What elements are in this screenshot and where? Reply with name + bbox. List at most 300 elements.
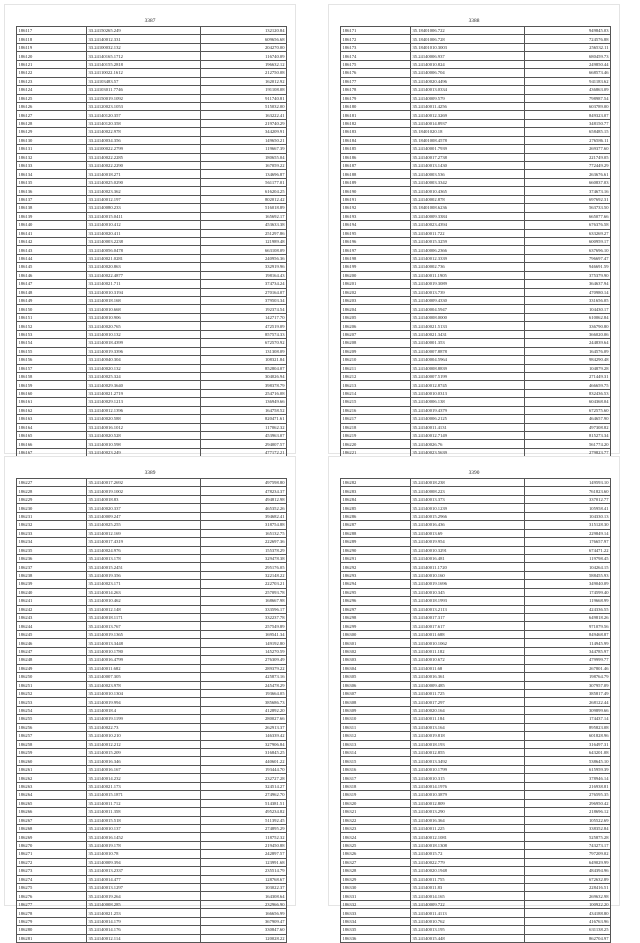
row-id-cell: 186120 [17, 52, 87, 60]
value-cell: 193444.70 [201, 765, 287, 773]
value-cell: 344785.97 [525, 647, 611, 655]
table-row [17, 571, 287, 579]
row-id-cell: 186128 [17, 119, 87, 127]
table-row [17, 664, 287, 672]
value-cell: 514381.51 [201, 799, 287, 807]
table-row [17, 52, 287, 60]
table-row [341, 647, 611, 655]
code-cell: 35.24140020.4496 [411, 77, 525, 85]
table-row [341, 271, 611, 279]
table-row [17, 479, 287, 487]
value-cell: 852804.07 [201, 364, 287, 372]
row-id-cell: 186321 [341, 808, 411, 816]
table-row [341, 60, 611, 68]
row-id-cell: 186174 [341, 52, 411, 60]
table-row [341, 389, 611, 397]
code-cell: 35.24140015.518 [87, 816, 201, 824]
value-cell: 274895.29 [201, 824, 287, 832]
code-cell: 35.24140011.682 [87, 664, 201, 672]
page-title: 3389 [144, 470, 156, 476]
code-cell: 35.24140017.317 [411, 614, 525, 622]
table-row [17, 521, 287, 529]
value-cell: 257549.89 [201, 622, 287, 630]
code-cell: 35.24140017.617 [411, 622, 525, 630]
table-row [341, 605, 611, 613]
value-cell: 100922.20 [525, 900, 611, 908]
table-row [341, 850, 611, 858]
table-row [17, 271, 287, 279]
row-id-cell: 186179 [341, 94, 411, 102]
table-row [341, 521, 611, 529]
table-row [341, 546, 611, 554]
value-cell: 802012.42 [201, 195, 287, 203]
value-cell: 385817.49 [525, 689, 611, 697]
value-cell: 121989.48 [201, 237, 287, 245]
code-cell: 35.24140018.238 [411, 479, 525, 487]
table-row [341, 774, 611, 782]
code-cell: 35.24140019.1002 [87, 487, 201, 495]
row-id-cell: 186324 [341, 833, 411, 841]
value-cell: 296950.42 [525, 799, 611, 807]
row-id-cell: 186198 [341, 254, 411, 262]
table-row [341, 145, 611, 153]
row-id-cell: 186135 [17, 178, 87, 186]
code-cell: 35.24140013.3492 [411, 757, 525, 765]
code-cell: 33.24103483.57 [87, 77, 201, 85]
value-cell: 336790.80 [525, 322, 611, 330]
table-row [341, 204, 611, 212]
code-cell: 35.24140010.3879 [411, 791, 525, 799]
row-id-cell: 186163 [17, 415, 87, 423]
row-id-cell: 186153 [17, 330, 87, 338]
table-row [17, 389, 287, 397]
code-cell: 33.24140018.271 [87, 170, 201, 178]
code-cell: 35.24140020.337 [87, 504, 201, 512]
value-cell: 479999.77 [525, 656, 611, 664]
value-cell: 149650.21 [201, 136, 287, 144]
row-id-cell: 186150 [17, 305, 87, 313]
code-cell: 35.24140010.4365 [411, 187, 525, 195]
code-cell: 35.24140010.672 [411, 656, 525, 664]
row-id-cell: 186242 [17, 605, 87, 613]
value-cell: 219740.29 [201, 119, 287, 127]
value-cell: 128768.67 [201, 875, 287, 883]
value-cell: 615959.39 [525, 765, 611, 773]
value-cell: 193664.05 [201, 689, 287, 697]
row-id-cell: 186327 [341, 858, 411, 866]
row-id-cell: 186143 [17, 246, 87, 254]
code-cell: 35.24140006.704 [411, 69, 525, 77]
table-row [341, 406, 611, 414]
row-id-cell: 186155 [17, 347, 87, 355]
value-cell: 436863.09 [525, 86, 611, 94]
value-cell: 497598.80 [201, 479, 287, 487]
value-cell: 601828.96 [525, 732, 611, 740]
row-id-cell: 186238 [17, 571, 87, 579]
value-cell: 149593.10 [525, 479, 611, 487]
table-row [341, 892, 611, 900]
table-row [341, 597, 611, 605]
row-id-cell: 186232 [17, 521, 87, 529]
value-cell: 672632.89 [525, 875, 611, 883]
code-cell: 35.24140016.1452 [87, 833, 201, 841]
row-id-cell: 186152 [17, 322, 87, 330]
code-cell: 35.24140012.114 [87, 934, 201, 942]
code-cell: 35.24140009.3384 [411, 212, 525, 220]
value-cell: 497308.82 [525, 423, 611, 431]
table-row [17, 313, 287, 321]
value-cell: 263676.61 [525, 170, 611, 178]
code-cell: 35.24140012.809 [411, 799, 525, 807]
table-row [17, 27, 287, 35]
code-cell: 35.24140016.481 [411, 554, 525, 562]
row-id-cell: 186267 [17, 816, 87, 824]
code-cell: 35.24140016.167 [87, 765, 201, 773]
table-row [17, 423, 287, 431]
table-row [17, 187, 287, 195]
value-cell: 327906.84 [201, 740, 287, 748]
code-cell: 35.24140011.4256 [411, 102, 525, 110]
table-row [17, 858, 287, 866]
table-row [341, 288, 611, 296]
code-cell: 35.24140010.137 [87, 824, 201, 832]
code-cell: 35.18401008.4578 [411, 136, 525, 144]
row-id-cell: 186307 [341, 689, 411, 697]
row-id-cell: 186131 [17, 145, 87, 153]
table-row [17, 305, 287, 313]
table-row [17, 715, 287, 723]
table-row [17, 35, 287, 43]
table-row [17, 867, 287, 875]
code-cell: 35.18401006.722 [411, 27, 525, 35]
value-cell: 820471.61 [201, 415, 287, 423]
row-id-cell: 186142 [17, 237, 87, 245]
value-cell: 946691.59 [525, 263, 611, 271]
table-row [341, 313, 611, 321]
table-row [341, 330, 611, 338]
value-cell: 163222.41 [201, 111, 287, 119]
code-cell: 35.24140011.722 [411, 229, 525, 237]
value-cell: 971079.56 [525, 622, 611, 630]
row-id-cell: 186309 [341, 706, 411, 714]
table-row [17, 698, 287, 706]
row-id-cell: 186316 [341, 765, 411, 773]
table-row [17, 145, 287, 153]
code-cell: 35.24140013.1430 [411, 162, 525, 170]
code-cell: 35.24140001.7939 [411, 145, 525, 153]
row-id-cell: 186185 [341, 145, 411, 153]
code-cell: 35.24140013.739 [411, 288, 525, 296]
value-cell: 322148.22 [201, 571, 287, 579]
row-id-cell: 186187 [341, 162, 411, 170]
code-cell: 35.24140016.364 [411, 816, 525, 824]
row-id-cell: 186322 [341, 816, 411, 824]
value-cell: 242897.57 [201, 850, 287, 858]
value-cell: 348150.77 [525, 119, 611, 127]
value-cell: 105522.69 [525, 816, 611, 824]
table-row [341, 372, 611, 380]
code-cell: 33.24140012.331 [87, 35, 201, 43]
code-cell: 35.24140013.1297 [87, 884, 201, 892]
table-row [341, 415, 611, 423]
code-cell: 35.24140017.2738 [411, 153, 525, 161]
value-cell: 279823.77 [525, 448, 611, 456]
value-cell: 332919.96 [201, 263, 287, 271]
code-cell: 33.24140022.2290 [87, 162, 201, 170]
table-row [341, 689, 611, 697]
value-cell: 637696.10 [525, 246, 611, 254]
row-id-cell: 186160 [17, 389, 87, 397]
row-id-cell: 186303 [341, 656, 411, 664]
row-id-cell: 186146 [17, 271, 87, 279]
row-id-cell: 186154 [17, 339, 87, 347]
row-id-cell: 186182 [341, 119, 411, 127]
table-row [17, 512, 287, 520]
value-cell: 315128.30 [525, 521, 611, 529]
table-row [17, 440, 287, 448]
value-cell: 665077.66 [525, 212, 611, 220]
value-cell: 949845.03 [525, 27, 611, 35]
code-cell: 35.24140011.1720 [411, 563, 525, 571]
code-cell: 35.24140016.346 [87, 757, 201, 765]
row-id-cell: 186164 [17, 423, 87, 431]
row-id-cell: 186285 [341, 504, 411, 512]
table-row [341, 554, 611, 562]
code-cell: 35.24140017.297 [411, 698, 525, 706]
table-row [341, 538, 611, 546]
code-cell: 33.24140010.598 [87, 440, 201, 448]
value-cell: 398378.79 [201, 381, 287, 389]
table-row [17, 339, 287, 347]
value-cell: 166656.99 [201, 909, 287, 917]
value-cell: 198764.79 [525, 673, 611, 681]
code-cell: 33.24140020.528 [87, 432, 201, 440]
table-row [341, 432, 611, 440]
data-table [16, 478, 287, 943]
value-cell: 276309.49 [201, 656, 287, 664]
value-cell: 104330.13 [525, 512, 611, 520]
value-cell: 374673.16 [525, 187, 611, 195]
code-cell: 33.24140025.324 [87, 372, 201, 380]
code-cell: 35.24140023.4394 [411, 221, 525, 229]
table-row [341, 322, 611, 330]
code-cell: 35.24140012.3339 [411, 254, 525, 262]
table-row [341, 588, 611, 596]
value-cell: 385686.73 [201, 698, 287, 706]
value-cell: 478234.37 [201, 487, 287, 495]
row-id-cell: 186249 [17, 664, 87, 672]
code-cell: 35.24140003.3342 [411, 178, 525, 186]
table-row [17, 605, 287, 613]
code-cell: 35.24140014.263 [87, 588, 201, 596]
row-id-cell: 186201 [341, 280, 411, 288]
table-row [341, 305, 611, 313]
table-row [341, 926, 611, 934]
code-cell: 35.24140012.3269 [411, 111, 525, 119]
table-row [17, 656, 287, 664]
code-cell: 35.24140009.394 [87, 858, 201, 866]
table-row [341, 563, 611, 571]
value-cell: 131308.09 [201, 347, 287, 355]
row-id-cell: 186211 [341, 364, 411, 372]
value-cell: 232966.90 [201, 900, 287, 908]
row-id-cell: 186119 [17, 43, 87, 51]
row-id-cell: 186166 [17, 440, 87, 448]
row-id-cell: 186158 [17, 372, 87, 380]
table-row [17, 162, 287, 170]
row-id-cell: 186207 [341, 330, 411, 338]
value-cell: 271449.31 [525, 372, 611, 380]
row-id-cell: 186217 [341, 415, 411, 423]
value-cell: 494812.98 [201, 495, 287, 503]
row-id-cell: 186257 [17, 732, 87, 740]
table-row [17, 749, 287, 757]
code-cell: 35.24140014.232 [87, 774, 201, 782]
row-id-cell: 186190 [341, 187, 411, 195]
table-row [17, 833, 287, 841]
row-id-cell: 186195 [341, 229, 411, 237]
code-cell: 33.24150019.1092 [87, 94, 201, 102]
code-cell: 35.24140017.4319 [87, 538, 201, 546]
value-cell: 603789.00 [525, 102, 611, 110]
table-row [341, 35, 611, 43]
code-cell: 35.24140015.209 [87, 749, 201, 757]
code-cell: 33.24140010.668 [87, 305, 201, 313]
value-cell: 169541.34 [201, 630, 287, 638]
code-cell: 35.24140015.2966 [411, 512, 525, 520]
code-cell: 35.24140004.5947 [411, 305, 525, 313]
table-row [17, 432, 287, 440]
value-cell: 167059.22 [201, 162, 287, 170]
row-id-cell: 186149 [17, 297, 87, 305]
code-cell: 35.24140025.255 [87, 521, 201, 529]
value-cell: 331656.05 [525, 297, 611, 305]
value-cell: 191108.08 [201, 86, 287, 94]
row-id-cell: 186213 [341, 381, 411, 389]
table-row [17, 153, 287, 161]
table-row [341, 170, 611, 178]
code-cell: 35.24140015.72 [411, 850, 525, 858]
table-row [341, 732, 611, 740]
code-cell: 35.24140013.0334 [411, 86, 525, 94]
code-cell: 35.24140009.485 [411, 681, 525, 689]
code-cell: 35.24140018.193 [411, 740, 525, 748]
code-cell: 35.24140008.0000 [411, 313, 525, 321]
row-id-cell: 186266 [17, 808, 87, 816]
value-cell: 332237.78 [201, 614, 287, 622]
table-row [17, 723, 287, 731]
row-id-cell: 186212 [341, 372, 411, 380]
value-cell: 538645.10 [525, 757, 611, 765]
value-cell: 676376.58 [525, 221, 611, 229]
table-row [341, 94, 611, 102]
value-cell: 563733.50 [525, 204, 611, 212]
table-row [341, 77, 611, 85]
value-cell: 145270.59 [201, 647, 287, 655]
value-cell: 268122.44 [525, 698, 611, 706]
code-cell: 35.24140011.1905 [411, 271, 525, 279]
table-row [17, 774, 287, 782]
value-cell: 164758.52 [201, 406, 287, 414]
code-cell: 35.24140012.169 [87, 529, 201, 537]
table-row [17, 841, 287, 849]
row-id-cell: 186313 [341, 740, 411, 748]
code-cell: 35.24140011.755 [411, 875, 525, 883]
code-cell: 33.24140010.3194 [87, 288, 201, 296]
table-row [17, 136, 287, 144]
table-row [341, 221, 611, 229]
table-row [341, 614, 611, 622]
row-id-cell: 186276 [17, 892, 87, 900]
value-cell: 349040.09 [525, 580, 611, 588]
row-id-cell: 186255 [17, 715, 87, 723]
table-row [341, 119, 611, 127]
table-row [341, 656, 611, 664]
table-row [17, 195, 287, 203]
row-id-cell: 186235 [17, 546, 87, 554]
code-cell: 35.24140010.1062 [411, 639, 525, 647]
row-id-cell: 186132 [17, 153, 87, 161]
row-id-cell: 186280 [17, 926, 87, 934]
code-cell: 35.24140019.3089 [411, 280, 525, 288]
table-row [341, 799, 611, 807]
code-cell: 35.24140007.5199 [411, 372, 525, 380]
code-cell: 33.24140165.1712 [87, 52, 201, 60]
row-id-cell: 186121 [17, 60, 87, 68]
code-cell: 35.24140013.2113 [411, 605, 525, 613]
code-cell: 35.24140010.345 [411, 588, 525, 596]
table-row [341, 254, 611, 262]
table-row [17, 554, 287, 562]
code-cell: 35.24140004.5964 [411, 356, 525, 364]
value-cell: 232727.28 [201, 774, 287, 782]
code-cell: 35.24140006.138 [411, 398, 525, 406]
value-cell: 797209.02 [525, 850, 611, 858]
value-cell: 668573.46 [525, 69, 611, 77]
code-cell: 33.24100032.132 [87, 43, 201, 51]
value-cell: 280027.66 [201, 715, 287, 723]
value-cell: 114945.99 [525, 639, 611, 647]
value-cell: 588455.93 [525, 571, 611, 579]
row-id-cell: 186291 [341, 554, 411, 562]
code-cell: 35.24140012.212 [87, 740, 201, 748]
table-row [17, 909, 287, 917]
code-cell: 35.24140009.579 [411, 94, 525, 102]
code-cell: 33.24140016.1012 [87, 423, 201, 431]
table-row [341, 195, 611, 203]
code-cell: 33.24140021.0281 [87, 254, 201, 262]
table-row [17, 43, 287, 51]
code-cell: 35.24140008.8839 [411, 364, 525, 372]
row-id-cell: 186148 [17, 288, 87, 296]
row-id-cell: 186293 [341, 571, 411, 579]
table-row [17, 128, 287, 136]
value-cell: 309899.66 [525, 706, 611, 714]
row-id-cell: 186315 [341, 757, 411, 765]
row-id-cell: 186300 [341, 630, 411, 638]
row-id-cell: 186297 [341, 605, 411, 613]
row-id-cell: 186335 [341, 926, 411, 934]
value-cell: 235514.79 [201, 867, 287, 875]
value-cell: 470980.14 [525, 288, 611, 296]
table-row [341, 698, 611, 706]
value-cell: 245478.29 [201, 681, 287, 689]
table-row [341, 487, 611, 495]
value-cell: 136949.66 [201, 398, 287, 406]
row-id-cell: 186130 [17, 136, 87, 144]
table-row [341, 909, 611, 917]
code-cell: 33.24100022.2799 [87, 145, 201, 153]
